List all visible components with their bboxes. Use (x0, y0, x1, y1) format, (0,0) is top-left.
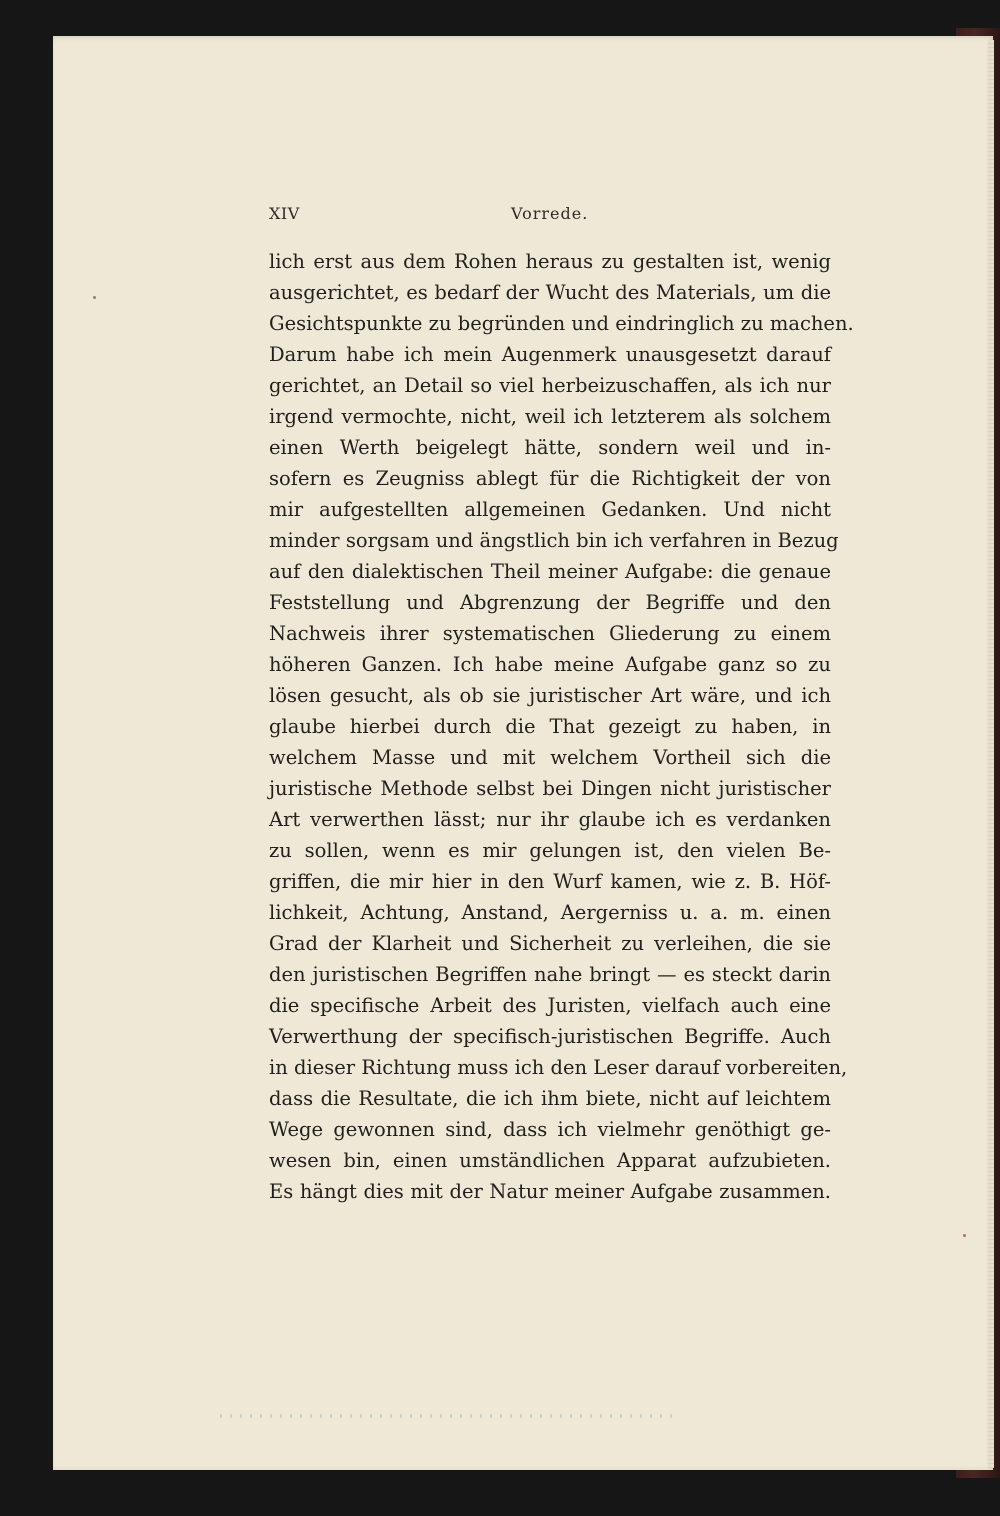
text-line: Es hängt dies mit der Natur meiner Aufgabe zusammen. (269, 1180, 831, 1203)
text-line: einen Werth beigelegt hätte, sondern weil und in- (269, 436, 831, 459)
text-line: ausgerichtet, es bedarf der Wucht des Materials, um die (269, 281, 831, 304)
paper-speck (963, 1234, 966, 1237)
text-line: welchem Masse und mit welchem Vortheil sich die (269, 746, 831, 769)
text-line: auf den dialektischen Theil meiner Aufgabe: die genaue (269, 560, 831, 583)
text-line: sofern es Zeugniss ablegt für die Richtigkeit der von (269, 467, 831, 490)
text-line: lichkeit, Achtung, Anstand, Aergerniss u. a. m. einen (269, 901, 831, 924)
text-line: höheren Ganzen. Ich habe meine Aufgabe ganz so zu (269, 653, 831, 676)
text-line: lich erst aus dem Rohen heraus zu gestalten ist, wenig (269, 250, 831, 273)
text-line: die specifische Arbeit des Juristen, vielfach auch eine (269, 994, 831, 1017)
text-line: Darum habe ich mein Augenmerk unausgesetzt darauf (269, 343, 831, 366)
running-head-title: Vorrede. (511, 204, 589, 223)
text-line: griffen, die mir hier in den Wurf kamen, wie z. B. Höf- (269, 870, 831, 893)
text-line: den juristischen Begriffen nahe bringt — es steckt darin (269, 963, 831, 986)
text-line: wesen bin, einen umständlichen Apparat aufzubieten. (269, 1149, 831, 1172)
text-line: mir aufgestellten allgemeinen Gedanken. Und nicht (269, 498, 831, 521)
text-line: irgend vermochte, nicht, weil ich letzterem als solchem (269, 405, 831, 428)
text-line: zu sollen, wenn es mir gelungen ist, den vielen Be- (269, 839, 831, 862)
scan-artifact-dots (220, 1414, 680, 1418)
text-line: Nachweis ihrer systematischen Gliederung zu einem (269, 622, 831, 645)
text-line: Grad der Klarheit und Sicherheit zu verleihen, die sie (269, 932, 831, 955)
page-stack-edge (988, 40, 994, 1468)
body-text (269, 246, 854, 1207)
text-line: Gesichtspunkte zu begründen und eindringlich zu machen. (269, 312, 854, 335)
text-line: Wege gewonnen sind, dass ich vielmehr genöthigt ge- (269, 1118, 831, 1141)
text-line: glaube hierbei durch die That gezeigt zu haben, in (269, 715, 831, 738)
text-line: Feststellung und Abgrenzung der Begriffe und den (269, 591, 831, 614)
text-line: lösen gesucht, als ob sie juristischer Art wäre, und ich (269, 684, 831, 707)
text-line: in dieser Richtung muss ich den Leser darauf vorbereiten, (269, 1056, 848, 1079)
text-line: gerichtet, an Detail so viel herbeizuschaffen, als ich nur (269, 374, 831, 397)
text-line: Verwerthung der specifisch-juristischen Begriffe. Auch (269, 1025, 831, 1048)
text-line: Art verwerthen lässt; nur ihr glaube ich es verdanken (269, 808, 831, 831)
page-number: XIV (269, 204, 300, 223)
text-line: dass die Resultate, die ich ihm biete, nicht auf leichtem (269, 1087, 831, 1110)
running-head (269, 200, 829, 226)
text-line: minder sorgsam und ängstlich bin ich verfahren in Bezug (269, 529, 839, 552)
paper-speck (93, 296, 96, 299)
text-line: juristische Methode selbst bei Dingen nicht juristischer (269, 777, 831, 800)
